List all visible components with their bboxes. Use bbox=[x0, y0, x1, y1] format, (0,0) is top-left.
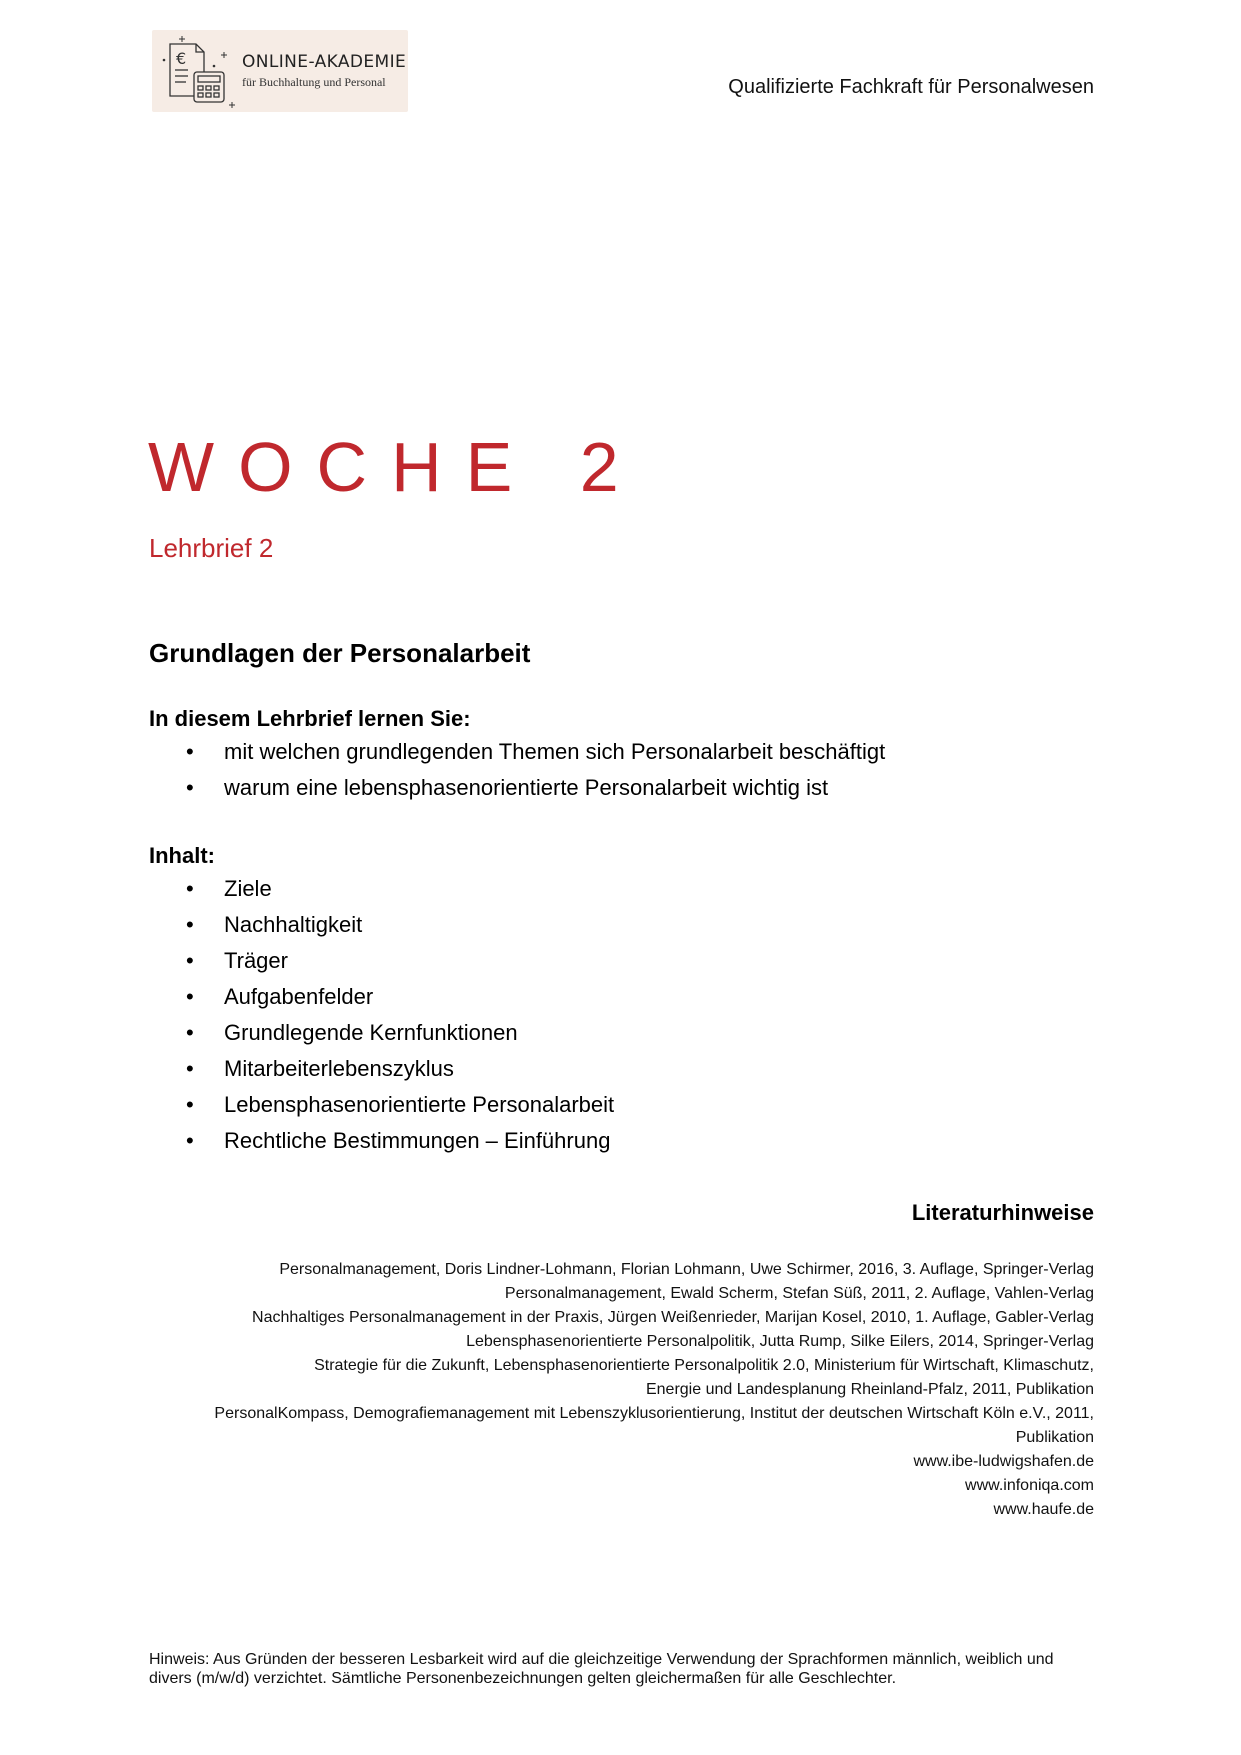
literature-link: www.infoniqa.com bbox=[965, 1477, 1094, 1494]
contents-heading: Inhalt: bbox=[149, 843, 215, 868]
svg-text:€: € bbox=[176, 49, 187, 68]
lesson-label: Lehrbrief 2 bbox=[149, 533, 274, 563]
list-item bbox=[186, 1015, 614, 1051]
bullet: • bbox=[186, 1020, 194, 1045]
bullet: • bbox=[186, 1128, 194, 1153]
list-item bbox=[186, 871, 614, 907]
list-item bbox=[186, 1051, 614, 1087]
bullet: • bbox=[186, 775, 194, 800]
literature-line: Nachhaltiges Personalmanagement in der Praxis, Jürgen Weißenrieder, Marijan Kosel, 2010, 1. Auflage, Gabler-Verlag bbox=[252, 1309, 1094, 1326]
company-logo bbox=[152, 30, 408, 112]
list-item bbox=[186, 770, 885, 806]
bullet: • bbox=[186, 912, 194, 937]
logo-subtitle: für Buchhaltung und Personal bbox=[242, 75, 386, 89]
week-heading: WOCHE 2 bbox=[148, 428, 643, 506]
list-item-text: Träger bbox=[224, 948, 288, 973]
list-item-text: Nachhaltigkeit bbox=[224, 912, 363, 937]
literature-line: Strategie für die Zukunft, Lebensphasenorientierte Personalpolitik 2.0, Ministerium für Wirtschaft, Klimaschutz, bbox=[314, 1357, 1094, 1374]
literature-line: Lebensphasenorientierte Personalpolitik, Jutta Rump, Silke Eilers, 2014, Springer-Verlag bbox=[466, 1333, 1094, 1350]
literature-heading: Literaturhinweise bbox=[911, 1200, 1094, 1225]
course-title: Qualifizierte Fachkraft für Personalwesen bbox=[728, 76, 1094, 98]
list-item bbox=[186, 734, 885, 770]
literature-link: www.haufe.de bbox=[993, 1501, 1094, 1518]
learning-goals-heading: In diesem Lehrbrief lernen Sie: bbox=[149, 706, 471, 731]
list-item-text: Lebensphasenorientierte Personalarbeit bbox=[224, 1092, 615, 1117]
list-item bbox=[186, 1123, 614, 1159]
logo-title: ONLINE-AKADEMIE bbox=[242, 52, 407, 72]
list-item-text: mit welchen grundlegenden Themen sich Personalarbeit beschäftigt bbox=[224, 739, 886, 764]
list-item-text: Rechtliche Bestimmungen – Einführung bbox=[224, 1128, 611, 1153]
list-item-text: Aufgabenfelder bbox=[224, 984, 374, 1009]
footer-note: Hinweis: Aus Gründen der besseren Lesbarkeit wird auf die gleichzeitige Verwendung der Sprachformen männlich, weiblich und divers (m/w/d) verzichtet. Sämtliche Personenbezeichnungen gelten gleichermaßen für alle Geschlechter. bbox=[149, 1651, 1054, 1687]
list-item-text: warum eine lebensphasenorientierte Personalarbeit wichtig ist bbox=[224, 775, 829, 800]
literature-line: PersonalKompass, Demografiemanagement mit Lebenszyklusorientierung, Institut der deutschen Wirtschaft Köln e.V., 2011, bbox=[214, 1405, 1094, 1422]
contents-list bbox=[186, 871, 614, 1159]
literature-line: Personalmanagement, Ewald Scherm, Stefan Süß, 2011, 2. Auflage, Vahlen-Verlag bbox=[504, 1285, 1094, 1302]
list-item bbox=[186, 979, 614, 1015]
bullet: • bbox=[186, 984, 194, 1009]
literature-line: Personalmanagement, Doris Lindner-Lohmann, Florian Lohmann, Uwe Schirmer, 2016, 3. Auflage, Springer-Verlag bbox=[279, 1261, 1094, 1278]
accounting-document-icon bbox=[158, 34, 244, 110]
bullet: • bbox=[186, 1092, 194, 1117]
literature-line: Energie und Landesplanung Rheinland-Pfalz, 2011, Publikation bbox=[645, 1381, 1094, 1398]
list-item-text: Mitarbeiterlebenszyklus bbox=[224, 1056, 454, 1081]
learning-goals-list bbox=[186, 734, 885, 806]
list-item bbox=[186, 1087, 614, 1123]
bullet: • bbox=[186, 876, 194, 901]
list-item-text: Ziele bbox=[224, 876, 272, 901]
list-item bbox=[186, 907, 614, 943]
bullet: • bbox=[186, 1056, 194, 1081]
bullet: • bbox=[186, 739, 194, 764]
literature-list bbox=[134, 1258, 1094, 1522]
list-item bbox=[186, 943, 614, 979]
literature-line: Publikation bbox=[1015, 1429, 1094, 1446]
bullet: • bbox=[186, 948, 194, 973]
topic-heading: Grundlagen der Personalarbeit bbox=[149, 638, 531, 668]
literature-link: www.ibe-ludwigshafen.de bbox=[913, 1453, 1094, 1470]
list-item-text: Grundlegende Kernfunktionen bbox=[224, 1020, 518, 1045]
